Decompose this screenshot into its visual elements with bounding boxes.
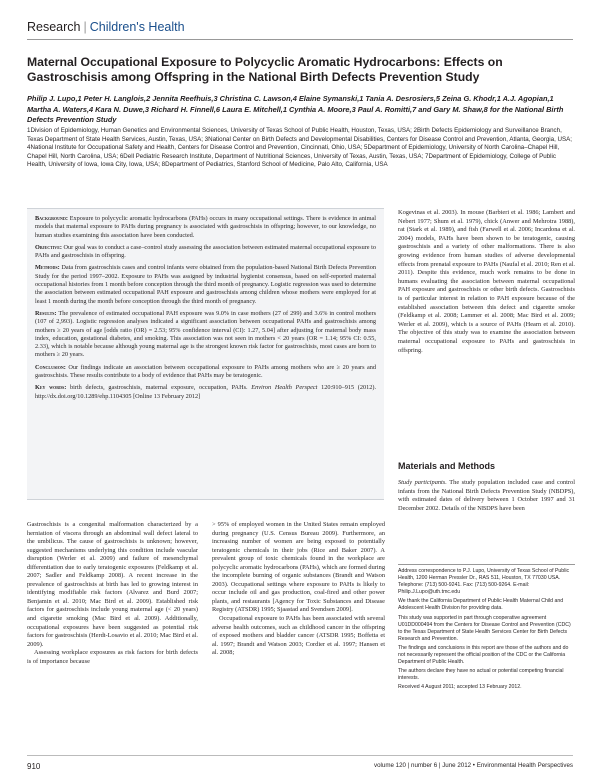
- competing-interests-note: The authors declare they have no actual or potential competing financial interests.: [398, 668, 564, 682]
- participants-label: Study participants.: [398, 479, 447, 486]
- running-header: [27, 20, 185, 34]
- footer-rule: [27, 755, 573, 756]
- body-column-2: > 95% of employed women in the United States remain employed during pregnancy (U.S. Census Bureau 2009). Furthermore, an increasing number of women are being exposed to potentially teratogenic chemicals in their jobs (Rice and Baker 2007). A prevalent group of toxic chemicals found in the workplace are polycyclic aromatic hydrocarbons (PAHs), which are formed during the incomplete burning of organic substances (Brandt and Watson 2003). Occupational settings where exposure to PAHs is likely to occur include oil and gas production, coal-fired and other power plants, and restaurants [Agency for Toxic Substances and Disease Registry (ATSDR) 1995; Sjaastad and Svendsen 2009]. Occupational exposure to PAHs has been associated with several adverse health outcomes, such as childhood cancer in the offspring of exposed mothers and bladder cancer (ATSDR 1995; Boffetta et al. 1997; Brandt and Watson 2003; Cordier et al. 1997; Hansen et al. 2008;: [212, 521, 385, 657]
- citation-details: 120:910–915 (2012). http://dx.doi.org/10.1289/ehp.1104305 [Online 13 February 2012]: [35, 384, 377, 400]
- header-rule: [27, 39, 573, 40]
- author-list: Philip J. Lupo,1 Peter H. Langlois,2 Jennita Reefhuis,3 Christina C. Lawson,4 Elaine Symanski,1 Tania A. Desrosiers,5 Zeina G. Khodr,1 A.J. Agopian,1 Martha A. Waters,4 Kara N. Duwe,3 Richard H. Finnell,6 Laura E. Mitchell,1 Cynthia A. Moore,3 Paul A. Romitti,7 and Gary M. Shaw,8 for the National Birth Defects Prevention Study: [27, 94, 564, 124]
- abstract-results: Results: The prevalence of estimated occupational PAH exposure was 9.0% in case mothers (27 of 299) and 3.6% in control mothers (107 of 2,993). Logistic regression analyses indicated a significant association between occupational PAHs and gastroschisis among mothers ≥ 20 years of age [odds ratio (OR) = 2.53; 95% confidence interval (CI): 1.27, 5.04] after adjusting for maternal body mass index, education, gestational diabetes, and smoking. This association was not seen in mothers < 20 years (OR = 1.14; 95% CI: 0.55, 2.33), which is notable because although young maternal age is the strongest known risk factor for gastroschisis, most cases are born to mothers ≥ 20 years.: [35, 309, 376, 359]
- footnotes: [398, 568, 575, 694]
- abstract-conclusion: Conclusion: Our findings indicate an association between occupational exposure to PAHs among mothers who are ≥ 20 years and gastroschisis. These results contribute to a body of evidence that PAHs may be teratogenic.: [35, 363, 377, 380]
- disclaimer-note: The findings and conclusions in this report are those of the authors and do not necessarily represent the official position of the CDC or the California Department of Public Health.: [398, 644, 569, 666]
- study-participants: Study participants. The study population included case and control infants from the National Birth Defects Prevention Study (NBDPS), with estimated dates of delivery between 1 October 1997 and 31 December 2002. Details of the NBDPS have been: [398, 479, 575, 512]
- header-separator: |: [83, 20, 87, 34]
- methods-heading: Materials and Methods: [398, 461, 496, 471]
- correspondence-note: Address correspondence to P.J. Lupo, University of Texas School of Public Health, 1200 Herman Pressler Dr., RAS 511, Houston, TX 77030 USA. Telephone: (713) 500-9241. Fax: (713) 500-9264. E-mail: Philip.J.Lupo@uth.tmc.edu: [398, 568, 570, 596]
- page-number: 910: [27, 762, 41, 771]
- received-note: Received 4 August 2011; accepted 13 February 2012.: [398, 684, 522, 691]
- funding-note: This study was supported in part through cooperative agreement U01DD000494 from the Centers for Disease Control and Prevention (CDC) to the Texas Department of State Health Services Center for Birth Defects Research and Prevention.: [398, 614, 571, 642]
- abstract-methods: Methods: Data from gastroschisis cases and control infants were obtained from the population-based National Birth Defects Prevention Study for the period 1997–2002. Exposure to PAHs was assigned by industrial hygienist consensus, based on self-reported maternal occupational histories from 1 month before conception through the third month of pregnancy. Logistic regression was used to determine the association between estimated occupational PAH exposure and gastroschisis among children whose mothers were employed for at least 1 month during the month before conception through the third month of pregnancy.: [35, 264, 376, 305]
- abstract-background: Background: Exposure to polycyclic aromatic hydrocarbons (PAHs) occurs in many occupational settings. There is evidence in animal models that maternal exposure to PAHs during pregnancy is associated with gastroschisis in offspring; however, to our knowledge, no human studies examining this association have been conducted.: [35, 215, 377, 239]
- section-label: Research: [27, 20, 81, 34]
- abstract-box: [27, 208, 384, 500]
- affiliations: 1Division of Epidemiology, Human Genetics and Environmental Sciences, University of Texas School of Public Health, Houston, Texas, USA; 2Birth Defects Epidemiology and Surveillance Branch, Texas Department of State Health Services, Austin, Texas, USA; 3National Center on Birth Defects and Developmental Disabilities, Centers for Disease Control and Prevention, Atlanta, Georgia, USA; 4National Institute for Occupational Safety and Health, Centers for Disease Control and Prevention, Cincinnati, Ohio, USA; 5Department of Epidemiology, University of North Carolina–Chapel Hill, Chapel Hill, North Carolina, USA; 6Dell Pediatric Research Institute, Department of Nutritional Sciences, University of Texas, Austin, Texas, USA; 7Department of Epidemiology, College of Public Health, University of Iowa, Iowa City, Iowa, USA; 8Department of Pediatrics, Stanford School of Medicine, Palo Alto, California, USA: [27, 127, 572, 168]
- journal-footer: volume 120 | number 6 | June 2012 • Environmental Health Perspectives: [373, 762, 573, 769]
- body-column-1: Gastroschisis is a congenital malformation characterized by a herniation of viscera through an abdominal wall defect lateral to the umbilicus. The cause of gastroschisis is unknown; however, suggested mechanisms underlying this condition include vascular disruption (Werler et al. 2009) and failure of mesenchymal differentiation due to early teratogenic exposures (Feldkamp et al. 2007; Sadler and Feldkamp 2008). A recent increase in the prevalence of gastroschisis at birth has led to growing interest in identifying modifiable risk factors (Alvarez and Burd 2007; Benjamin et al. 2010; Mac Bird et al. 2009). Established risk factors for gastroschisis include young maternal age (< 20 years) and cigarette smoking (Mac Bird et al. 2009). Additionally, occupational exposures have been suggested as potential risk factors for gastroschisis (Herdt-Losavio et al. 2010; Mac Bird et al. 2009). Assessing workplace exposures as risk factors for birth defects is of importance because: [27, 521, 198, 665]
- citation-journal: Environ Health Perspect: [251, 384, 318, 392]
- intro-continuation: Kogevinas et al. 2003). In mouse (Barbieri et al. 1986; Lambert and Nebert 1977; Shum et al. 1979), chick (Anwer and Mehrotra 1988), rat (Stark et al. 1989), and fish (Farwell et al. 2006; Incardona et al. 2004) models, PAHs have been shown to be teratogenic, causing gastroschisis and a variety of other malformations. There is also growing evidence from human studies of adverse developmental effects from prenatal exposure to PAHs (Naufal et al. 2010; Ren et al. 2011). Despite this evidence, much work remains to be done in humans evaluating the association between maternal occupational PAH exposure and gastroschisis or other birth defects. Gastroschisis is of particular interest in relation to PAH exposure because of the established association between this defect and cigarette smoke (Feldkamp et al. 2008; Lammer et al. 2008; Mac Bird et al. 2009; Werler et al. 2009), which is a source of PAHs (Hearn et al. 2010). The objective of this study was to examine the association between maternal occupational exposure to PAHs and gastroschisis in offspring.: [398, 209, 575, 354]
- abstract-objective: Objective: Our goal was to conduct a case–control study assessing the association between estimated maternal occupational exposure to PAHs and gastroschisis in offspring.: [35, 243, 377, 260]
- subsection-label: Children's Health: [89, 20, 185, 34]
- notes-rule: [398, 564, 575, 565]
- abstract-keywords: Key words: birth defects, gastroschisis, maternal exposure, occupation, PAHs. Environ Health Perspect 120:910–915 (2012). http://dx.doi.org/10.1289/ehp.1104305 [Online 13 February 2012]: [35, 384, 377, 400]
- acknowledgment-note: We thank the California Department of Public Health Maternal Child and Adolescent Health Division for providing data.: [398, 598, 564, 612]
- article-title: Maternal Occupational Exposure to Polycyclic Aromatic Hydrocarbons: Effects on Gastroschisis among Offspring in the National Birth Defects Prevention Study: [27, 55, 503, 84]
